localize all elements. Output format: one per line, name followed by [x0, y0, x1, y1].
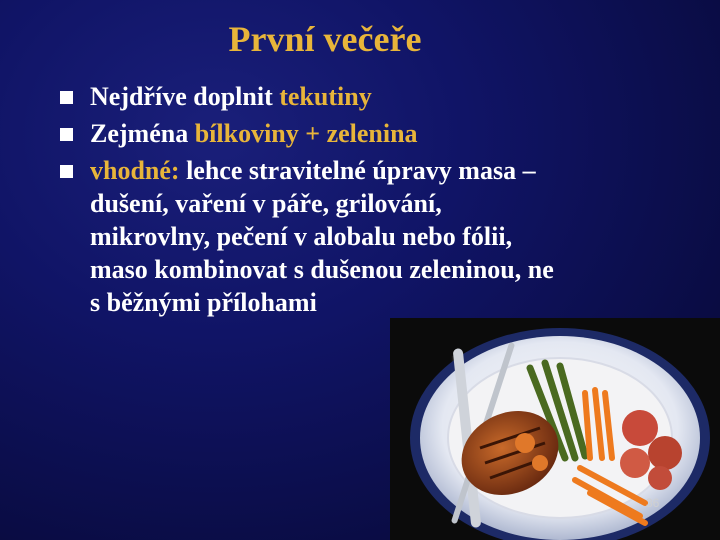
bullet-list [60, 80, 680, 323]
bullet-item-2 [60, 117, 680, 150]
page-number: 36 [646, 496, 660, 510]
bullet-highlight: vhodné: [90, 156, 180, 185]
bullet-highlight: bílkoviny + zelenina [194, 119, 418, 148]
food-plate-image [390, 318, 720, 540]
slide-title: První večeře [228, 19, 422, 59]
bullet-text: Zejména [90, 119, 195, 148]
bullet-line: s běžnými přílohami [90, 288, 317, 317]
plate-illustration [390, 318, 720, 540]
bullet-text: lehce stravitelné úpravy masa – [179, 156, 536, 185]
bullet-item-3 [60, 154, 680, 319]
bullet-text: Nejdříve doplnit [90, 82, 280, 111]
square-bullet-icon [60, 91, 73, 104]
square-bullet-icon [60, 128, 73, 141]
bullet-line: maso kombinovat s dušenou zeleninou, ne [90, 255, 554, 284]
bullet-line: mikrovlny, pečení v alobalu nebo fólii, [90, 222, 513, 251]
bullet-line: dušení, vaření v páře, grilování, [90, 189, 442, 218]
bullet-highlight: tekutiny [279, 82, 372, 111]
bullet-item-1 [60, 80, 680, 113]
square-bullet-icon [60, 165, 73, 178]
